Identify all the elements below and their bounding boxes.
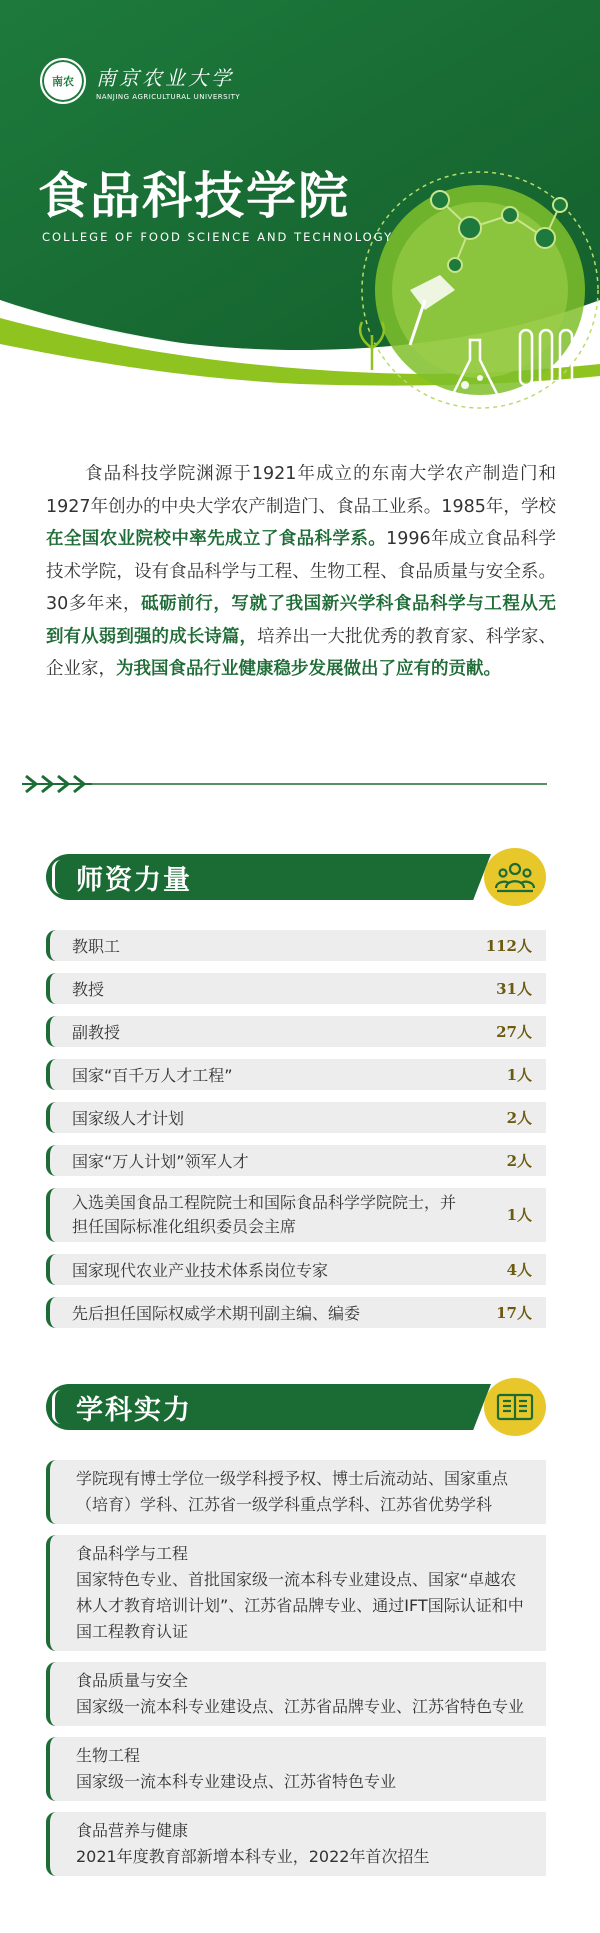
- discipline-section-title: 学科实力: [76, 1395, 192, 1426]
- university-logo: [40, 58, 240, 104]
- intro-text-3: 培养出一大批优秀的教育家、科学家、企业家，: [46, 626, 557, 679]
- staff-list: [46, 930, 546, 1340]
- intro-paragraph: [46, 458, 556, 686]
- university-name-en: NANJING AGRICULTURAL UNIVERSITY: [96, 92, 241, 101]
- discipline-section-header: [46, 1378, 554, 1436]
- discipline-block-title: 食品质量与安全: [76, 1671, 189, 1690]
- staff-row-count: 2人: [506, 1109, 532, 1127]
- discipline-list: [46, 1460, 546, 1887]
- emblem-text: 南农: [52, 75, 74, 88]
- header-banner: [0, 0, 600, 430]
- staff-row-count: 112人: [485, 937, 532, 955]
- intro-highlight-1: 在全国农业院校中率先成立了食品科学系。: [46, 529, 387, 549]
- staff-row-label: 副教授: [72, 1023, 121, 1042]
- staff-row: [46, 930, 546, 961]
- discipline-block-title: 食品科学与工程: [76, 1544, 189, 1563]
- staff-row-count: 1人: [506, 1066, 532, 1084]
- discipline-block: [46, 1460, 546, 1524]
- staff-row: [46, 1188, 546, 1242]
- college-title-cn: 食品科技学院: [38, 167, 350, 225]
- arrow-chevrons-icon: [22, 772, 552, 796]
- staff-row-label: 教职工: [72, 937, 121, 956]
- discipline-block-text: 国家特色专业、首批国家级一流本科专业建设点、国家“卓越农林人才教育培训计划”、江苏省品牌专业、通过IFT国际认证和中国工程教育认证: [76, 1570, 524, 1641]
- staff-row-count: 2人: [506, 1152, 532, 1170]
- staff-row-count: 31人: [496, 980, 532, 998]
- staff-row-label: 先后担任国际权威学术期刊副主编、编委: [72, 1304, 361, 1323]
- staff-row-label: 入选美国食品工程院院士和国际食品科学学院院士，并担任国际标准化组织委员会主席: [72, 1193, 457, 1236]
- people-group-icon: [484, 848, 546, 906]
- staff-row: [46, 1102, 546, 1133]
- staff-row: [46, 1059, 546, 1090]
- discipline-block: [46, 1662, 546, 1726]
- discipline-block: [46, 1535, 546, 1651]
- staff-section-title: 师资力量: [76, 865, 192, 896]
- discipline-block: [46, 1812, 546, 1876]
- discipline-block-text: 国家级一流本科专业建设点、江苏省特色专业: [76, 1772, 397, 1791]
- intro-highlight-2: 砥砺前行，写就了我国新兴学科食品科学与工程从无到有从弱到强的成长诗篇，: [46, 594, 556, 647]
- university-name-cn: 南京农业大学: [96, 65, 234, 90]
- staff-row-label: 教授: [72, 980, 105, 999]
- discipline-block-text: 学院现有博士学位一级学科授予权、博士后流动站、国家重点（培育）学科、江苏省一级学科重点学科、江苏省优势学科: [76, 1469, 509, 1514]
- intro-highlight-3: 为我国食品行业健康稳步发展做出了应有的贡献。: [116, 659, 501, 679]
- staff-row-label: 国家“百千万人才工程”: [72, 1066, 233, 1085]
- intro-text-1: 食品科技学院渊源于1921年成立的东南大学农产制造门和1927年创办的中央大学农产制造门、食品工业系。1985年，学校: [46, 464, 556, 517]
- staff-row: [46, 1297, 546, 1328]
- staff-row: [46, 1016, 546, 1047]
- staff-row-count: 4人: [506, 1261, 532, 1279]
- staff-row: [46, 1145, 546, 1176]
- discipline-block: [46, 1737, 546, 1801]
- college-title-en: COLLEGE OF FOOD SCIENCE AND TECHNOLOGY: [42, 230, 394, 244]
- intro-text-2: 1996年成立食品科学技术学院，设有食品科学与工程、生物工程、食品质量与安全系。30多年来，: [46, 529, 556, 614]
- staff-row-count: 1人: [506, 1206, 532, 1224]
- staff-row-count: 17人: [496, 1304, 532, 1322]
- discipline-block-text: 国家级一流本科专业建设点、江苏省品牌专业、江苏省特色专业: [76, 1697, 525, 1716]
- staff-row-count: 27人: [496, 1023, 532, 1041]
- university-emblem: [40, 58, 86, 104]
- staff-row-label: 国家级人才计划: [72, 1109, 185, 1128]
- discipline-block-text: 2021年度教育部新增本科专业，2022年首次招生: [76, 1847, 430, 1866]
- discipline-block-title: 生物工程: [76, 1746, 141, 1765]
- staff-row: [46, 1254, 546, 1285]
- open-book-icon: [484, 1378, 546, 1436]
- discipline-block-title: 食品营养与健康: [76, 1821, 189, 1840]
- staff-section-header: [46, 848, 554, 906]
- staff-row: [46, 973, 546, 1004]
- staff-row-label: 国家现代农业产业技术体系岗位专家: [72, 1261, 329, 1280]
- staff-row-label: 国家“万人计划”领军人才: [72, 1152, 249, 1171]
